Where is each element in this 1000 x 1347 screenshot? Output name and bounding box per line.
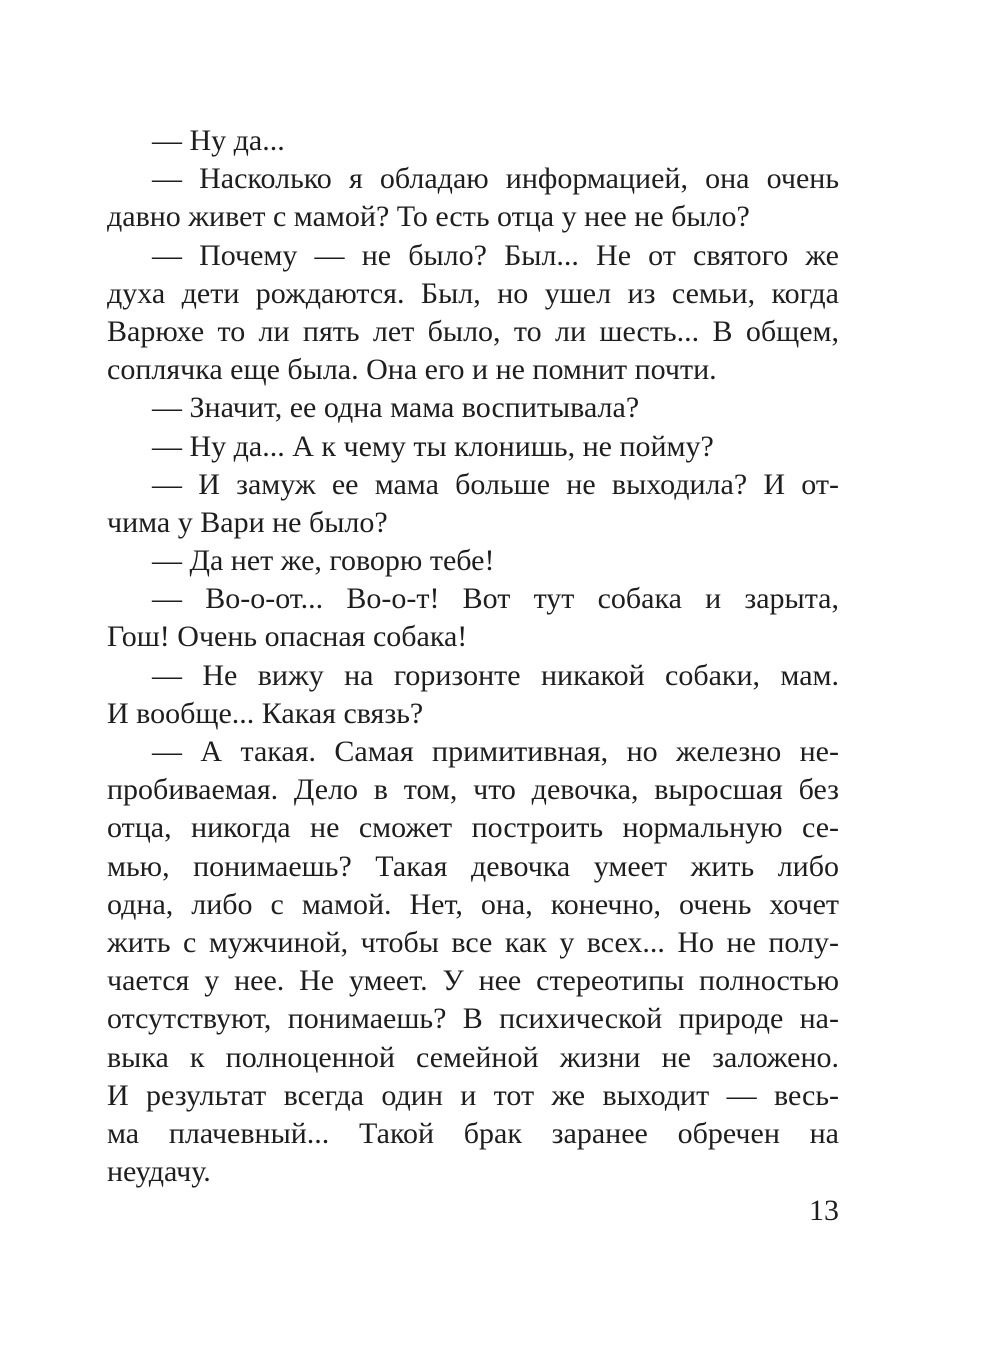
page-text <box>107 122 839 1191</box>
text-line: одна, либо с мамой. Нет, она, конечно, очень хочет <box>107 887 839 921</box>
page-number: 13 <box>809 1194 839 1227</box>
text-line: выка к полноценной семейной жизни не заложено. <box>107 1040 839 1074</box>
text-line: соплячка еще была. Она его и не помнит почти. <box>107 353 717 387</box>
text-line: неудачу. <box>107 1155 211 1189</box>
text-line: чима у Вари не было? <box>107 505 388 539</box>
text-line: — Да нет же, говорю тебе! <box>152 544 495 578</box>
text-line: Гош! Очень опасная собака! <box>107 620 468 654</box>
text-line: — Ну да... А к чему ты клонишь, не пойму? <box>152 429 714 463</box>
text-line: жить с мужчиной, чтобы все как у всех... Но не полу- <box>107 925 839 959</box>
text-line: — Во-о-от... Во-о-т! Вот тут собака и зарыта, <box>152 582 839 616</box>
text-line: пробиваемая. Дело в том, что девочка, выросшая без <box>107 773 839 807</box>
text-line: — И замуж ее мама больше не выходила? И от- <box>152 467 839 501</box>
text-line: — Значит, ее одна мама воспитывала? <box>152 391 640 425</box>
text-line: — Не вижу на горизонте никакой собаки, мам. <box>152 658 839 692</box>
text-line: — Почему — не было? Был... Не от святого же <box>152 238 839 272</box>
text-line: мью, понимаешь? Такая девочка умеет жить либо <box>107 849 839 883</box>
text-line: отца, никогда не сможет построить нормальную се- <box>107 811 839 845</box>
text-line: чается у нее. Не умеет. У нее стереотипы полностью <box>107 964 839 998</box>
text-line: — Ну да... <box>152 124 285 157</box>
text-line: духа дети рождаются. Был, но ушел из семьи, когда <box>107 276 839 310</box>
text-line: — Насколько я обладаю информацией, она очень <box>152 162 839 196</box>
text-line: — А такая. Самая примитивная, но железно не- <box>152 735 839 768</box>
text-line: И результат всегда один и тот же выходит — весь- <box>107 1078 839 1112</box>
text-line: ма плачевный... Такой брак заранее обречен на <box>107 1116 839 1150</box>
text-line: давно живет с мамой? То есть отца у нее не было? <box>107 200 750 234</box>
text-line: Варюхе то ли пять лет было, то ли шесть... В общем, <box>107 314 839 348</box>
text-line: И вообще... Какая связь? <box>107 696 424 730</box>
text-line: отсутствуют, понимаешь? В психической природе на- <box>107 1002 839 1036</box>
